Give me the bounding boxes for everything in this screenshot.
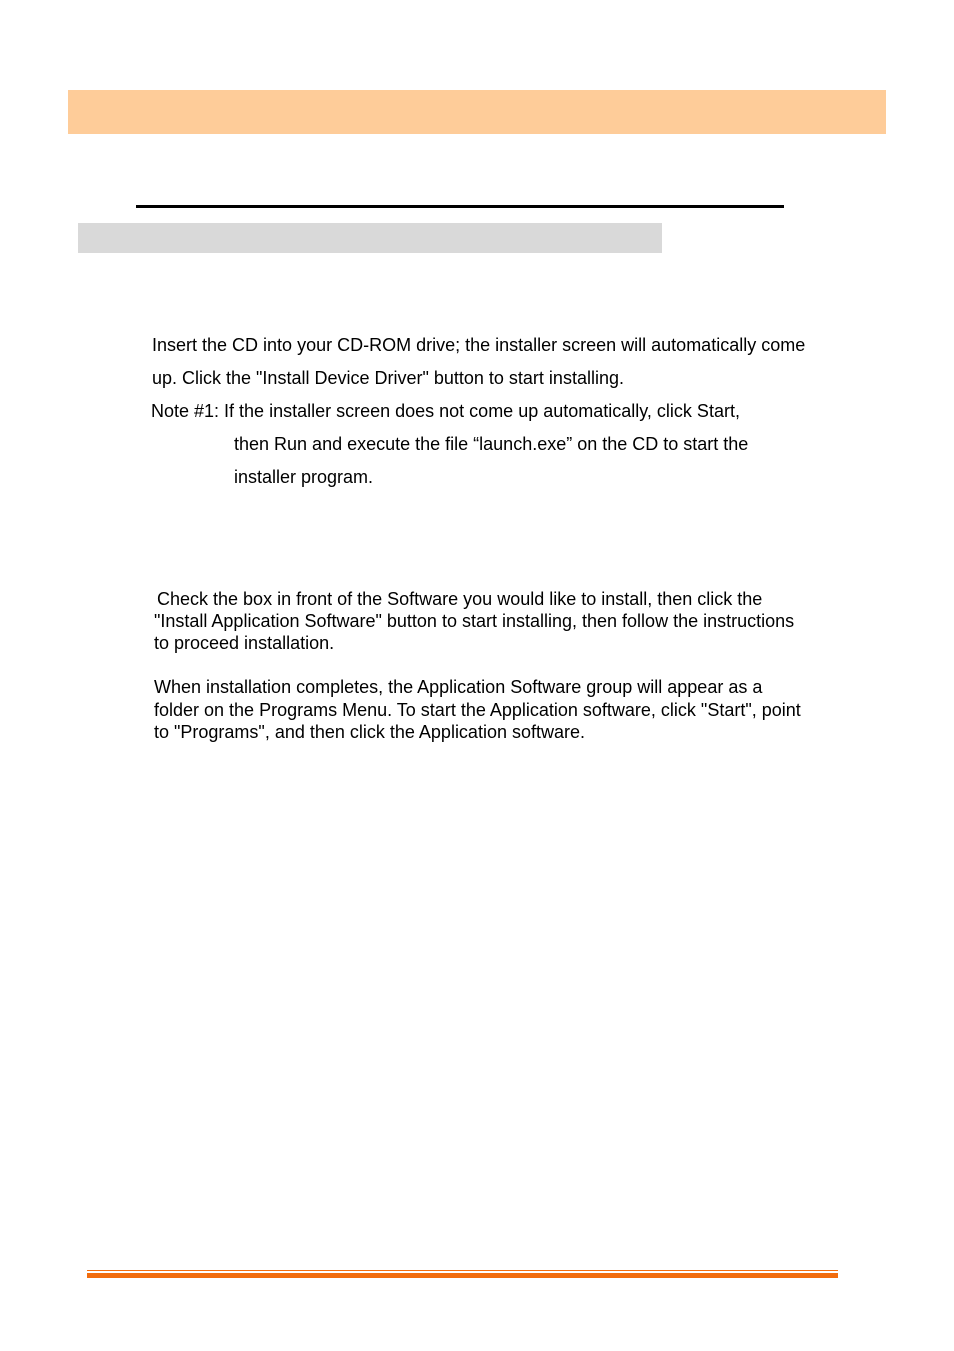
footer-rule-thin [87, 1270, 838, 1271]
app-install-p2-line-1: When installation completes, the Application Software group will appear as a [154, 677, 763, 697]
driver-install-line-1: Insert the CD into your CD-ROM drive; the installer screen will automatically come [152, 335, 806, 355]
app-install-p1-line-3: to proceed installation. [154, 633, 335, 653]
driver-note-line-1: Note #1: If the installer screen does not come up automatically, click Start, [151, 401, 740, 421]
app-install-p2-line-3: to "Programs", and then click the Application software. [154, 722, 585, 742]
section-heading-bar [78, 223, 662, 253]
header-band [68, 90, 886, 134]
app-install-p1-line-1: Check the box in front of the Software you would like to install, then click the [157, 589, 763, 609]
app-install-p1-line-2: "Install Application Software" button to start installing, then follow the instructions [154, 611, 795, 631]
title-underline [136, 205, 784, 208]
app-install-p2-line-2: folder on the Programs Menu. To start the Application software, click "Start", point [154, 700, 801, 720]
driver-install-line-2: up. Click the "Install Device Driver" button to start installing. [152, 368, 624, 388]
driver-note-line-2: then Run and execute the file “launch.exe” on the CD to start the [234, 434, 749, 454]
footer-rule-thick [87, 1273, 838, 1278]
driver-note-line-3: installer program. [234, 467, 374, 487]
